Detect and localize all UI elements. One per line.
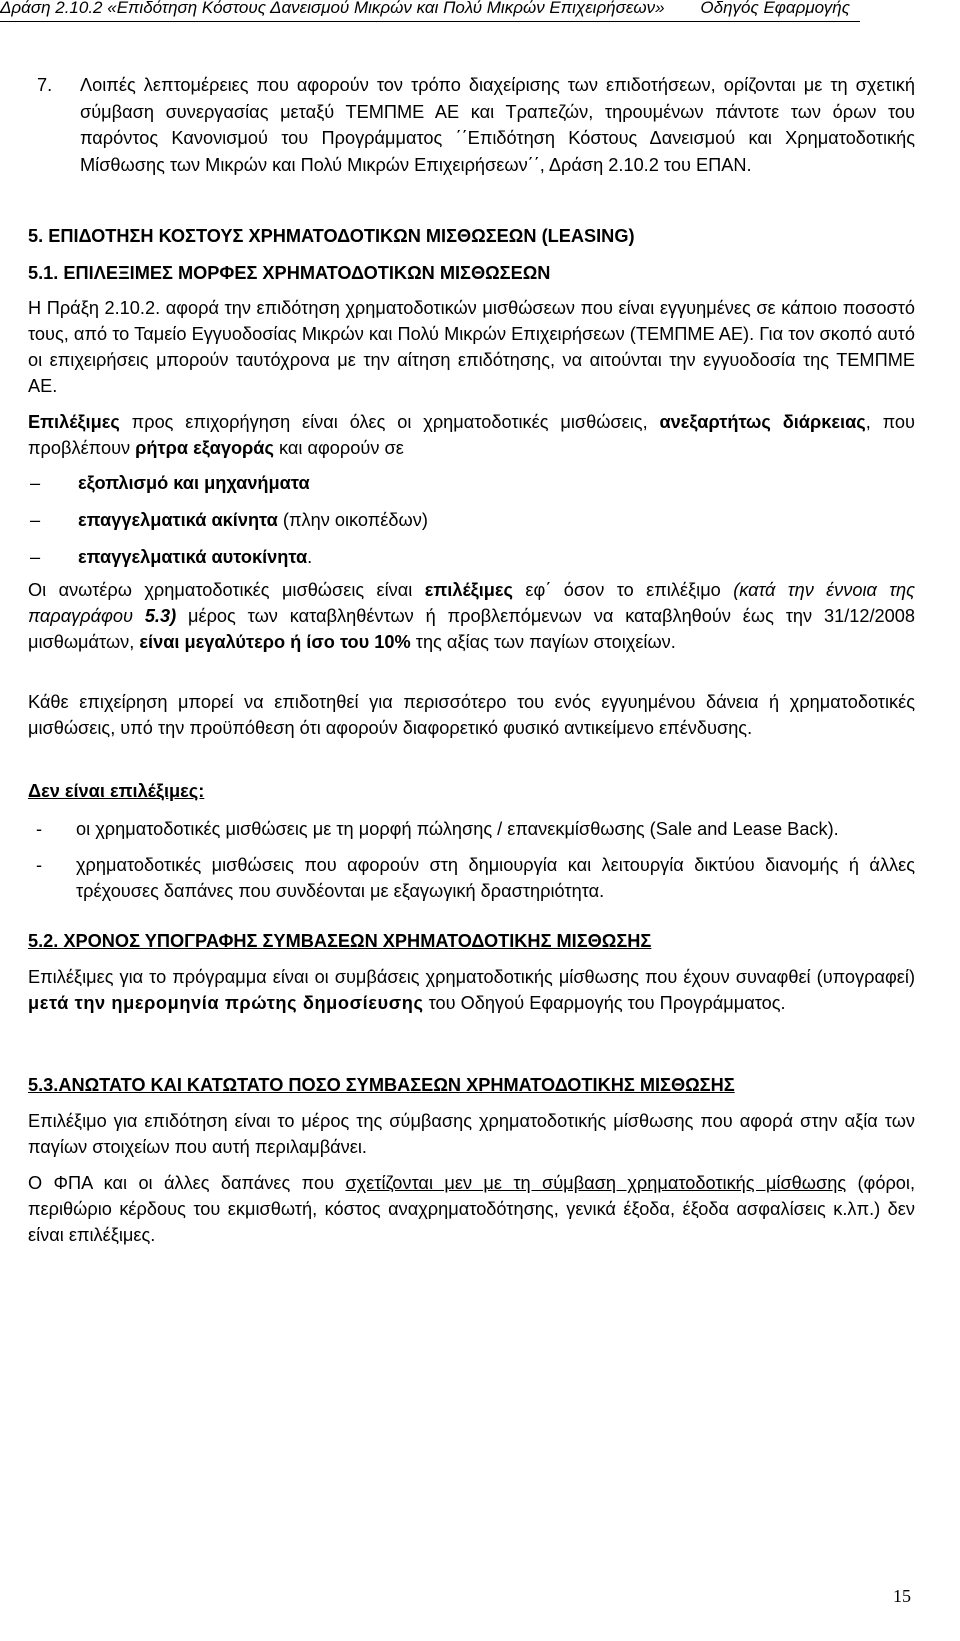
dash-bullet: - bbox=[36, 855, 43, 875]
section-5-1-paragraph-3 bbox=[28, 577, 915, 655]
item-7-number: 7. bbox=[37, 75, 53, 95]
paragraph-text: , που προβλέπουν bbox=[28, 412, 915, 458]
buyout-clause-term: ρήτρα εξαγοράς bbox=[135, 438, 274, 458]
header-title: Δράση 2.10.2 «Επιδότηση Κόστους Δανεισμού Μικρών και Πολύ Μικρών Επιχειρήσεων» bbox=[0, 0, 665, 17]
paragraph-text: Ο ΦΠΑ και οι άλλες δαπάνες που bbox=[28, 1173, 346, 1193]
dash-bullet: - bbox=[36, 819, 43, 839]
section-5-3-paragraph-2 bbox=[28, 1170, 915, 1248]
section-5-3-paragraph-1: Επιλέξιμο για επιδότηση είναι το μέρος της σύμβασης χρηματοδοτικής μίσθωσης που αφορά στην αξία των παγίων στοιχείων που αυτή περιλαμβάνει. bbox=[28, 1111, 915, 1157]
paragraph-text: προς επιχορήγηση είναι όλες οι χρηματοδοτικές μισθώσεις, bbox=[119, 412, 660, 432]
not-eligible-title: Δεν είναι επιλέξιμες: bbox=[28, 781, 205, 801]
eligible-term: Επιλέξιμες bbox=[28, 412, 120, 432]
paragraph-text: Οι ανωτέρω χρηματοδοτικές μισθώσεις είναι bbox=[28, 580, 425, 600]
paragraph-italic: (κατά την έννοια της παραγράφου bbox=[28, 580, 916, 626]
paragraph-text: μέρος των καταβληθέντων ή προβλεπόμενων να καταβληθούν έως την 31/12/2008 μισθωμάτων, bbox=[28, 606, 915, 652]
item-7-text: Λοιπές λεπτομέρειες που αφορούν τον τρόπο διαχείρισης των επιδοτήσεων, ορίζονται με τη σχετική σύμβαση συνεργασίας μεταξύ ΤΕΜΠΜΕ ΑΕ και Τραπεζών, τηρουμένων πάντοτε των όρων του παρόντος Κανονισμού του Προγράμματος ΄΄Επιδότηση Κόστους Δανεισμού και Χρηματοδοτικής Μίσθωσης των Μικρών και Πολύ Μικρών Επιχειρήσεων΄΄, Δράση 2.10.2 του ΕΠΑΝ. bbox=[80, 75, 915, 175]
section-5-title: 5. ΕΠΙΔΟΤΗΣΗ ΚΟΣΤΟΥΣ ΧΡΗΜΑΤΟΔΟΤΙΚΩΝ ΜΙΣΘΩΣΕΩΝ (LEASING) bbox=[28, 226, 635, 246]
section-5-1-paragraph-2 bbox=[28, 409, 915, 461]
paragraph-bold: επιλέξιμες bbox=[424, 580, 514, 600]
list-item bbox=[28, 816, 915, 842]
header-guide-name: Οδηγός Εφαρμογής bbox=[700, 0, 850, 17]
item-7 bbox=[28, 72, 915, 178]
list-item bbox=[28, 470, 915, 496]
list-item bbox=[28, 544, 915, 570]
paragraph-text: της αξίας των παγίων στοιχείων. bbox=[410, 632, 676, 652]
paragraph-reference: 5.3) bbox=[144, 606, 177, 626]
section-5-1-title: 5.1. ΕΠΙΛΕΞΙΜΕΣ ΜΟΡΦΕΣ ΧΡΗΜΑΤΟΔΟΤΙΚΩΝ ΜΙΣΘΩΣΕΩΝ bbox=[28, 263, 551, 283]
list-item-text: χρηματοδοτικές μισθώσεις που αφορούν στη δημιουργία και λειτουργία δικτύου διανομής ή άλλες τρέχουσες δαπάνες που συνδέονται με εξαγωγική δραστηριότητα. bbox=[76, 855, 915, 901]
section-5-2-paragraph bbox=[28, 964, 915, 1016]
dash-bullet: – bbox=[30, 510, 41, 530]
list-item bbox=[28, 507, 915, 533]
section-5-1-paragraph-1: Η Πράξη 2.10.2. αφορά την επιδότηση χρηματοδοτικών μισθώσεων που είναι εγγυημένες σε κάποιο ποσοστό τους, από το Ταμείο Εγγυοδοσίας Μικρών και Πολύ Μικρών Επιχειρήσεων (ΤΕΜΠΜΕ ΑΕ). Για τον σκοπό αυτό οι επιχειρήσεις μπορούν ταυτόχρονα με την αίτηση επιδότησης, να αιτούνται την εγγυοδοσία της ΤΕΜΠΜΕ ΑΕ. bbox=[28, 298, 915, 396]
dash-bullet: – bbox=[30, 547, 41, 567]
section-5-2-title: 5.2. ΧΡΟΝΟΣ ΥΠΟΓΡΑΦΗΣ ΣΥΜΒΑΣΕΩΝ ΧΡΗΜΑΤΟΔΟΤΙΚΗΣ ΜΙΣΘΩΣΗΣ bbox=[28, 931, 652, 951]
list-item-text: οι χρηματοδοτικές μισθώσεις με τη μορφή πώλησης / επανεκμίσθωσης (Sale and Lease Back). bbox=[76, 819, 839, 839]
list-item-text: επαγγελματικά ακίνητα bbox=[78, 510, 278, 530]
paragraph-text: (φόροι, περιθώριο κέρδους του εκμισθωτή, κόστος αναχρηματοδότησης, γενικά έξοδα, έξοδα ασφαλίσεις κ.λπ.) δεν είναι επιλέξιμες. bbox=[28, 1173, 915, 1245]
paragraph-underlined: σχετίζονται μεν με τη σύμβαση χρηματοδοτικής μίσθωσης bbox=[345, 1173, 847, 1193]
list-item-note: (πλην οικοπέδων) bbox=[277, 510, 428, 530]
header-rule bbox=[0, 21, 860, 22]
paragraph-text: Επιλέξιμες για το πρόγραμμα είναι οι συμβάσεις χρηματοδοτικής μίσθωσης που έχουν συναφθεί (υπογραφεί) bbox=[28, 967, 915, 987]
page-number: 15 bbox=[893, 1586, 911, 1606]
list-item-text: επαγγελματικά αυτοκίνητα bbox=[78, 547, 308, 567]
dash-bullet: – bbox=[30, 473, 41, 493]
list-item bbox=[28, 852, 915, 904]
paragraph-bold: μετά την ημερομηνία πρώτης δημοσίευσης bbox=[28, 993, 424, 1013]
list-item-text: εξοπλισμό και μηχανήματα bbox=[78, 473, 310, 493]
section-5-1-paragraph-4: Κάθε επιχείρηση μπορεί να επιδοτηθεί για περισσότερο του ενός εγγυημένου δάνεια ή χρηματοδοτικές μισθώσεις, υπό την προϋπόθεση ότι αφορούν διαφορετικό φυσικό αντικείμενο επένδυσης. bbox=[28, 692, 915, 738]
not-eligible-list bbox=[28, 816, 915, 904]
eligible-assets-list bbox=[28, 470, 915, 570]
paragraph-text: του Οδηγού Εφαρμογής του Προγράμματος. bbox=[423, 993, 786, 1013]
document-body bbox=[28, 72, 915, 1248]
paragraph-text: εφ΄ όσον το επιλέξιμο bbox=[513, 580, 734, 600]
page-header bbox=[0, 0, 960, 22]
paragraph-bold: είναι μεγαλύτερο ή ίσο του 10% bbox=[139, 632, 411, 652]
paragraph-text: και αφορούν σε bbox=[273, 438, 404, 458]
section-5-3-title: 5.3.ΑΝΩΤΑΤΟ ΚΑΙ ΚΑΤΩΤΑΤΟ ΠΟΣΟ ΣΥΜΒΑΣΕΩΝ ΧΡΗΜΑΤΟΔΟΤΙΚΗΣ ΜΙΣΘΩΣΗΣ bbox=[28, 1075, 735, 1095]
list-item-note: . bbox=[307, 547, 313, 567]
any-duration-term: ανεξαρτήτως διάρκειας bbox=[659, 412, 866, 432]
